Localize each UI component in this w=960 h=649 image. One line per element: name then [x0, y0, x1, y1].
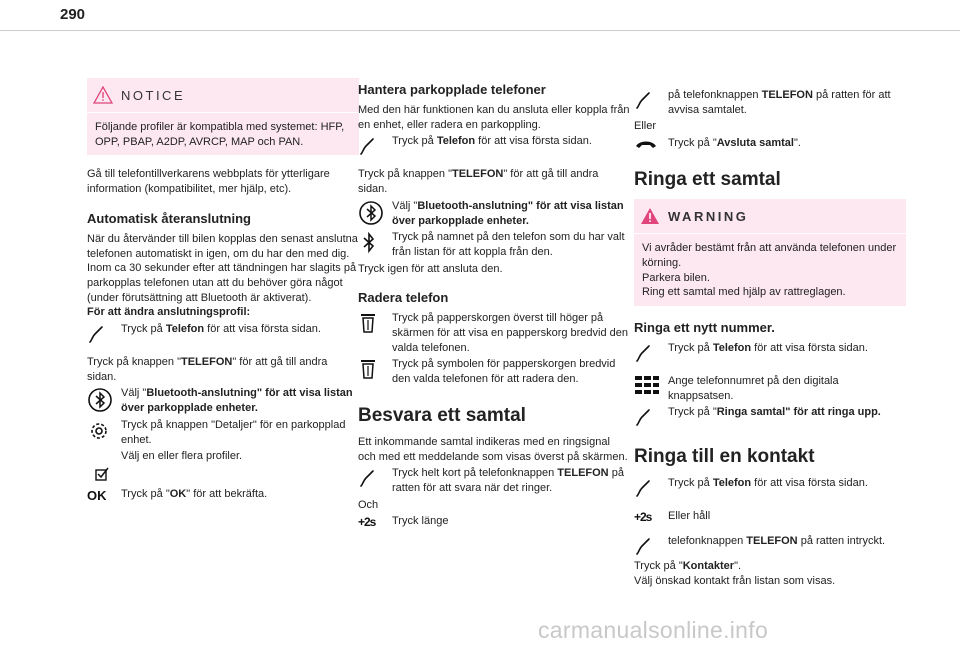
step-details: Tryck på knappen "Detaljer" för en parkopplad enhet.: [87, 418, 359, 447]
m-step-reconnect: Tryck igen för att ansluta den.: [358, 262, 503, 275]
m-step-phone-name: Tryck på namnet på den telefon som du har valt från listan för att koppla från den.: [358, 230, 630, 259]
heading-manage: Hantera parkopplade telefoner: [358, 82, 546, 97]
delete-step-2: Tryck på symbolen för papperskorgen bredvid den valda telefonen för att radera den.: [358, 357, 630, 386]
pen-icon: [87, 323, 109, 345]
contact-step-5: Välj önskad kontakt från listan som visas.: [634, 575, 836, 588]
answer-step-2: +2s Tryck länge: [358, 515, 449, 530]
contact-step-4: Tryck på "Kontakter".: [634, 560, 742, 573]
warning-triangle-icon: [93, 86, 113, 104]
warning-triangle-icon: [640, 207, 660, 225]
trash-icon: [358, 312, 378, 334]
hold-2s-icon: +2s: [634, 510, 652, 525]
warning-body: Vi avråder bestämt från att använda telefonen under körning.: [642, 242, 897, 269]
new-step-1: Tryck på Telefon för att visa första sidan.: [634, 341, 906, 364]
manage-body: Med den här funktionen kan du ansluta eller koppla från en enhet, eller radera en parkoppling.: [358, 104, 630, 131]
pen-icon: [358, 135, 380, 157]
pen-icon: [634, 535, 656, 557]
trash-icon: [358, 358, 378, 380]
notice-title: NOTICE: [121, 87, 186, 103]
page-number: 290: [60, 6, 86, 23]
step-ok: OK Tryck på "OK" för att bekräfta.: [87, 487, 268, 503]
new-step-3: Tryck på "Ringa samtal" för att ringa upp.: [634, 405, 906, 428]
step-bluetooth: Välj "Bluetooth-anslutning" för att visa listan över parkopplade enheter.: [87, 386, 359, 415]
m-step-telefon-button: Tryck på knappen "TELEFON" för att gå till andra sidan.: [358, 168, 599, 196]
answer-body: Ett inkommande samtal indikeras med en ringsignal och med ett meddelande som visas överst på skärmen.: [358, 435, 628, 463]
new-step-2: Ange telefonnumret på den digitala knappsatsen.: [634, 374, 906, 403]
heading-auto-reconnect: Automatisk återanslutning: [87, 210, 251, 226]
step-profiles: Välj en eller flera profiler.: [121, 450, 243, 463]
heading-contact: Ringa till en kontakt: [634, 446, 815, 468]
heading-new-number: Ringa ett nytt nummer.: [634, 319, 775, 335]
ok-icon: OK: [87, 487, 107, 503]
header-divider: [0, 30, 960, 31]
pen-icon: [634, 89, 656, 111]
och-text: Och: [358, 498, 379, 511]
hang-up-icon: [634, 137, 658, 151]
warning-park: Parkera bilen.: [642, 271, 710, 284]
contact-step-2: +2s Eller håll: [634, 510, 711, 525]
delete-step-1: Tryck på papperskorgen överst till höger på skärmen för att visa en papperskorg bredvid den valda telefonen.: [358, 311, 630, 355]
keypad-icon: [634, 375, 660, 395]
checkbox-icon: [95, 467, 109, 481]
notice-box: [87, 78, 359, 155]
column-2: [358, 82, 630, 531]
column-3: [634, 86, 906, 589]
m-step-bluetooth: Välj "Bluetooth-anslutning" för att visa listan över parkopplade enheter.: [358, 199, 630, 228]
bluetooth-icon: [87, 387, 113, 413]
m-step-telefon: Tryck på Telefon för att visa första sidan.: [358, 134, 630, 157]
notice-body: Följande profiler är kompatibla med systemet: HFP, OPP, PBAP, A2DP, AVRCP, MAP och PAN.: [95, 121, 345, 148]
auto-body: När du återvänder till bilen kopplas den senast anslutna telefonen automatiskt in igen, om du har den med dig. Inom ca 30 sekunder efter att tändningen har slagits på parkopplas telefonen utan att du behöver göra något (under förutsättning att Bluetooth är aktiverat).: [87, 232, 358, 304]
hangup-step: Tryck på "Avsluta samtal".: [634, 136, 906, 151]
reject-step: på telefonknappen TELEFON på ratten för att avvisa samtalet.: [634, 88, 906, 117]
auto-bold: För att ändra anslutningsprofil:: [87, 306, 251, 319]
bluetooth-symbol-icon: [358, 231, 380, 255]
pen-icon: [358, 467, 380, 489]
intro-text: Gå till telefontillverkarens webbplats för ytterligare information (kompatibilitet, mer hjälp, etc).: [87, 168, 330, 196]
contact-step-3: telefonknappen TELEFON på ratten intryckt.: [634, 534, 906, 557]
warning-box: [634, 199, 906, 306]
answer-step-1: Tryck helt kort på telefonknappen TELEFON på ratten för att svara när det ringer.: [358, 466, 630, 495]
pen-icon: [634, 406, 656, 428]
heading-call: Ringa ett samtal: [634, 169, 781, 191]
eller-text: Eller: [634, 120, 657, 133]
checkbox-row: [87, 466, 359, 481]
contact-step-1: Tryck på Telefon för att visa första sidan.: [634, 476, 906, 499]
step-telefon-button: Tryck på knappen "TELEFON" för att gå till andra sidan.: [87, 356, 328, 383]
heading-delete: Radera telefon: [358, 290, 449, 306]
watermark: carmanualsonline.info: [538, 617, 769, 643]
column-1: [87, 78, 359, 505]
pen-icon: [634, 342, 656, 364]
hold-2s-icon: +2s: [358, 515, 376, 530]
warning-title: WARNING: [668, 208, 749, 224]
warning-steering: Ring ett samtal med hjälp av rattreglagen.: [642, 286, 846, 299]
bluetooth-icon: [358, 200, 384, 226]
pen-icon: [634, 477, 656, 499]
gear-icon: [87, 419, 111, 443]
heading-answer: Besvara ett samtal: [358, 404, 526, 426]
step-telefon: Tryck på Telefon för att visa första sidan.: [87, 322, 359, 345]
